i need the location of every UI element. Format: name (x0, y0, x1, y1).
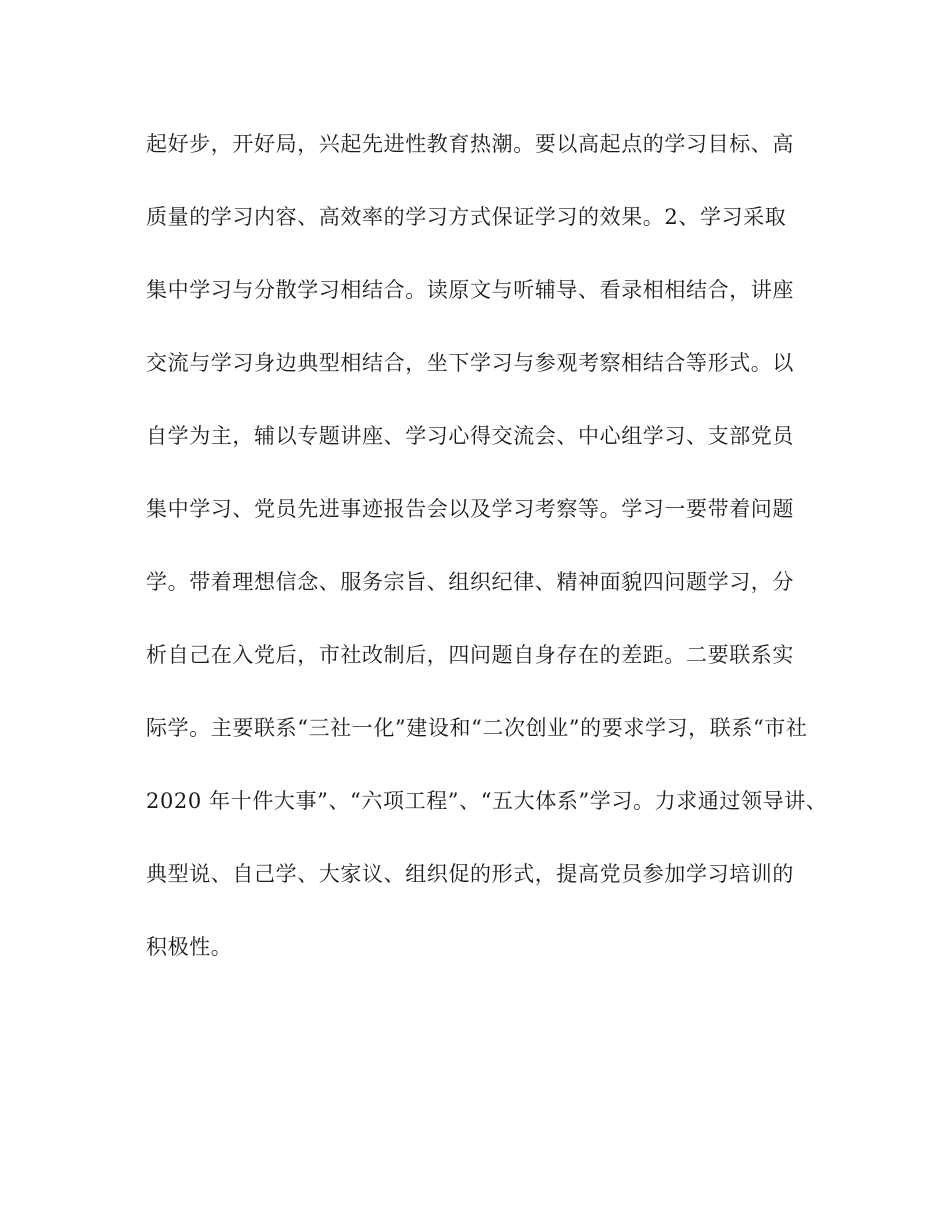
text-line-2: 质量的学习内容、高效率的学习方式保证学习的效果。2、学习采取 (146, 205, 787, 229)
text-line-8: 析自己在入党后，市社改制后，四问题自身存在的差距。二要联系实 (146, 643, 794, 667)
text-line-11: 典型说、自己学、大家议、组织促的形式，提高党员参加学习培训的 (146, 862, 794, 886)
text-line-9: 际学。主要联系“三社一化”建设和“二次创业”的要求学习，联系“市社 (146, 716, 808, 740)
text-line-6: 集中学习、党员先进事迹报告会以及学习考察等。学习一要带着问题 (146, 497, 794, 521)
text-line-7: 学。带着理想信念、服务宗旨、组织纪律、精神面貌四问题学习，分 (146, 570, 794, 594)
text-line-10: 2020 年十件大事”、“六项工程”、“五大体系”学习。力求通过领导讲、 (146, 789, 828, 813)
text-line-1: 起好步，开好局，兴起先进性教育热潮。要以高起点的学习目标、高 (146, 132, 794, 156)
text-line-5: 自学为主，辅以专题讲座、学习心得交流会、中心组学习、支部党员 (146, 424, 794, 448)
text-line-4: 交流与学习身边典型相结合，坐下学习与参观考察相结合等形式。以 (146, 351, 794, 375)
body-paragraph (146, 124, 828, 1000)
text-line-3: 集中学习与分散学习相结合。读原文与听辅导、看录相相结合，讲座 (146, 278, 794, 302)
text-line-12: 积极性。 (146, 935, 233, 959)
